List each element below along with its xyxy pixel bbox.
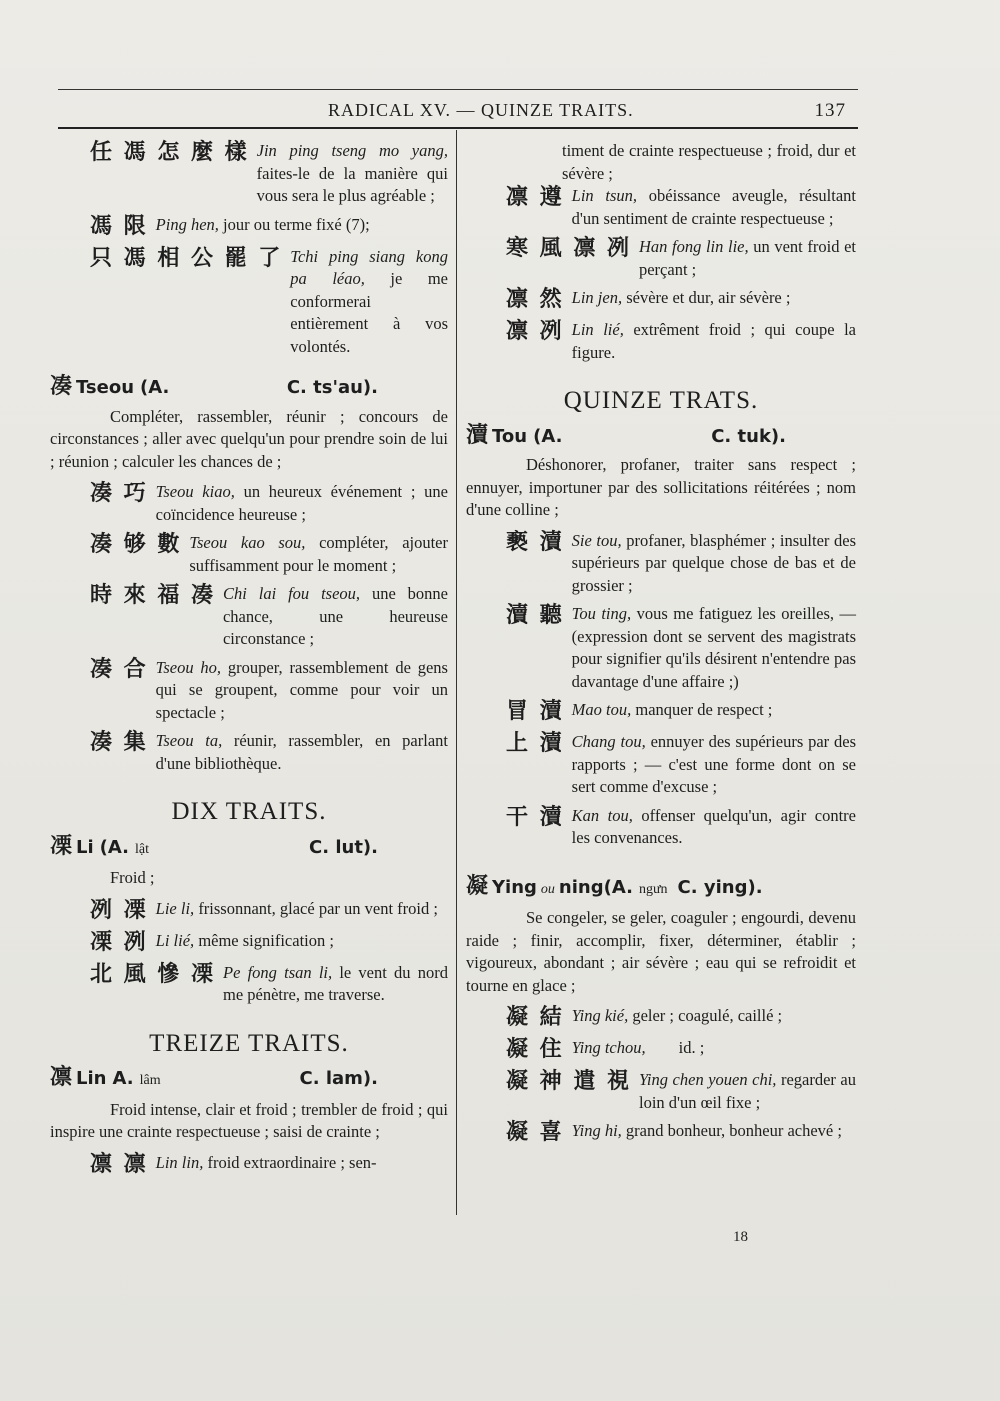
- romanization: Tseou ho,: [155, 657, 222, 677]
- headword-hanzi: 凓: [50, 833, 73, 859]
- hanzi: 寒 風 凛 冽: [506, 236, 631, 261]
- romanization: Ying chen youen chi,: [638, 1070, 777, 1089]
- phrase-entry: [466, 185, 856, 230]
- gloss: une bonne chance, une heureuse circonstance ;: [222, 584, 449, 648]
- hanzi: 只 馮 相 公 罷 了: [90, 245, 283, 271]
- conjunction: ou: [540, 881, 555, 897]
- gloss: le vent du nord me pénètre, me traverse.: [222, 962, 448, 1004]
- gloss: compléter, ajouter suffisamment pour le moment ;: [189, 533, 448, 575]
- romanization: Kan tou,: [571, 805, 633, 825]
- cantonese-reading: C. lam).: [299, 1068, 378, 1089]
- annamite-form: lật: [135, 841, 149, 857]
- romanization: Lin tsun,: [571, 186, 638, 205]
- phrase-entry: [466, 1069, 856, 1114]
- phrase-entry: [466, 603, 856, 693]
- annamite-reading: (A.: [99, 836, 129, 858]
- headword-hanzi: 凛: [50, 1065, 73, 1090]
- phrase-entry: [466, 699, 856, 725]
- hanzi: 凑 集: [90, 730, 148, 755]
- romanization: Lin jen,: [571, 288, 623, 307]
- romanization: Tou ting,: [571, 604, 632, 623]
- hanzi: 凛 然: [506, 287, 564, 312]
- definition: Froid intense, clair et froid ; trembler de froid ; qui inspire une crainte respectueuse ; saisi de crainte ;: [50, 1099, 448, 1141]
- phrase-entry: [50, 930, 448, 956]
- romanization: Lin lin,: [155, 1152, 204, 1172]
- gloss: vous me fatiguez les oreilles, — (expression dont se servent des magistrats pour signifier qu'ils désirent n'entendre pas davantage d'une affaire ;): [571, 604, 856, 691]
- annamite-reading: (A.: [533, 425, 563, 447]
- phrase-entry: [466, 530, 856, 598]
- phrase-entry: [466, 1120, 856, 1146]
- gloss: un vent froid et perçant ;: [638, 237, 856, 279]
- headword-hanzi: 凝: [466, 873, 489, 899]
- hanzi: 凑 合: [90, 656, 148, 682]
- romanization: Chang tou,: [571, 732, 646, 751]
- romanization: Ying tchou,: [571, 1038, 646, 1057]
- gloss: regarder au loin d'un œil fixe ;: [638, 1070, 856, 1112]
- gloss: ennuyer des supérieurs par des rapports ; — c'est une forme dont on se sert comme d'excuse ;: [571, 732, 857, 796]
- definition: Déshonorer, profaner, traiter sans respect ; ennuyer, importuner par des sollicitations réitérées ; nom d'une colline ;: [466, 455, 856, 519]
- phrase-entry: [466, 236, 856, 281]
- annamite-reading: (A.: [140, 377, 170, 398]
- hanzi: 冽 凓: [90, 897, 148, 923]
- section-title: DIX TRAITS.: [171, 798, 327, 825]
- phrase-entry: [50, 532, 448, 577]
- gloss: froid extraordinaire ; sen-: [203, 1152, 377, 1172]
- headword-name: Li: [76, 836, 94, 858]
- section-title: QUINZE TRATS.: [563, 387, 759, 414]
- phrase-entry: [466, 1037, 856, 1063]
- hanzi: 冒 瀆: [506, 699, 564, 724]
- romanization: Tseou kiao,: [155, 482, 235, 501]
- phrase-entry: [466, 1005, 856, 1031]
- definition: Froid ;: [110, 868, 155, 887]
- gloss: manquer de respect ;: [631, 700, 773, 719]
- romanization: Chi lai fou tseou,: [222, 584, 361, 603]
- headword-hanzi: 凑: [50, 374, 73, 399]
- gloss: extrêment froid ; qui coupe la figure.: [571, 320, 856, 362]
- phrase-entry: [50, 140, 448, 208]
- phrase-entry: [50, 962, 448, 1007]
- annamite-form: lâm: [139, 1073, 161, 1088]
- headword-name: Tou: [492, 425, 528, 447]
- gloss: faites-le de la manière qui vous sera le plus agréable ;: [256, 163, 448, 205]
- gloss: grouper, rassemblement de gens qui se groupent, comme pour voir un spectacle ;: [155, 657, 448, 722]
- gloss: sévère et dur, air sévère ;: [622, 288, 791, 307]
- headword-tou: [466, 422, 856, 449]
- running-title: RADICAL XV. — QUINZE TRAITS.: [328, 100, 634, 120]
- hanzi: 干 瀆: [506, 804, 564, 830]
- headword-li: [50, 833, 448, 862]
- hanzi: 凓 冽: [90, 929, 148, 955]
- right-column: [466, 140, 856, 1152]
- romanization: Han fong lin lie,: [638, 237, 749, 256]
- gloss: frissonnant, glacé par un vent froid ;: [194, 898, 438, 918]
- annamite-reading: A.: [112, 1068, 134, 1089]
- phrase-entry: [466, 319, 856, 364]
- gloss: geler ; coagulé, caillé ;: [628, 1006, 783, 1025]
- phrase-entry: [466, 805, 856, 850]
- phrase-entry: [50, 730, 448, 775]
- cantonese-reading: C. tuk).: [711, 425, 786, 447]
- phrase-entry: [50, 214, 448, 240]
- romanization: Tseou ta,: [155, 731, 223, 750]
- romanization: Pe fong tsan li,: [222, 962, 333, 982]
- definition: Se congeler, se geler, coaguler ; engourdi, devenu raide ; finir, accomplir, fixer, déterminer, établir ; vigoureux, abondant ; air sévère ; eau qui se refroidit et tourne en glace ;: [466, 908, 856, 995]
- hanzi: 瀆 聽: [506, 603, 564, 628]
- headword-variant: ning: [558, 876, 604, 898]
- gloss: offenser quelqu'un, agir contre les convenances.: [571, 805, 857, 847]
- gloss: je me conformerai entièrement à vos volontés.: [290, 269, 448, 356]
- gloss: jour ou terme fixé (7);: [218, 214, 370, 234]
- hanzi: 凝 神 遣 視: [506, 1069, 631, 1094]
- gloss: id. ;: [645, 1038, 705, 1057]
- phrase-entry: [50, 898, 448, 924]
- phrase-entry: [50, 583, 448, 651]
- romanization: Tchi ping siang kong pa léao,: [290, 246, 448, 288]
- hanzi: 凛 凛: [90, 1151, 148, 1177]
- romanization: Lie li,: [155, 898, 195, 918]
- headword-hanzi: 瀆: [466, 422, 489, 448]
- definition: Compléter, rassembler, réunir ; concours de circonstances ; aller avec quelqu'un pour prendre soin de lui ; réunion ; calculer les chances de ;: [50, 406, 448, 471]
- phrase-entry: [466, 731, 856, 799]
- romanization: Li lié,: [155, 930, 195, 950]
- gloss: grand bonheur, bonheur achevé ;: [621, 1121, 842, 1140]
- annamite-reading: (A.: [603, 876, 633, 898]
- hanzi: 凑 够 數: [90, 532, 182, 557]
- section-title: TREIZE TRAITS.: [149, 1029, 349, 1057]
- phrase-entry: [50, 246, 448, 359]
- header-rule-bottom: [58, 127, 858, 129]
- hanzi: 時 來 福 凑: [90, 583, 215, 608]
- cantonese-reading: C. ts'au).: [286, 377, 378, 398]
- hanzi: 北 風 慘 凓: [90, 961, 215, 987]
- headword-tseou: [50, 376, 448, 400]
- hanzi: 褻 瀆: [506, 529, 564, 555]
- column-divider: [456, 130, 457, 1215]
- cantonese-reading: C. lut).: [309, 836, 378, 858]
- headword-ying: [466, 873, 856, 902]
- phrase-entry: [50, 657, 448, 725]
- romanization: Sie tou,: [571, 530, 622, 550]
- page-number: 137: [814, 100, 846, 121]
- romanization: Ping hen,: [155, 214, 219, 234]
- hanzi: 凝 喜: [506, 1120, 564, 1145]
- phrase-entry: [50, 481, 448, 526]
- romanization: Mao tou,: [571, 700, 632, 719]
- gloss: même signification ;: [194, 930, 334, 950]
- hanzi: 任 馮 怎 麼 樣: [90, 140, 249, 165]
- gloss: profaner, blasphémer ; insulter des supérieurs par quelque chose de bas et de grossier ;: [571, 530, 856, 595]
- running-header: [58, 100, 858, 124]
- hanzi: 馮 限: [90, 213, 148, 239]
- hanzi: 凑 巧: [90, 481, 148, 506]
- headword-name: Ying: [492, 876, 537, 898]
- continued-text: timent de crainte respectueuse ; froid, dur et sévère ;: [562, 141, 856, 183]
- hanzi: 凝 結: [506, 1005, 564, 1030]
- headword-name: Tseou: [76, 377, 135, 398]
- romanization: Ying hi,: [571, 1121, 622, 1140]
- gloss: un heureux événement ; une coïncidence heureuse ;: [155, 482, 448, 524]
- signature-mark: 18: [733, 1229, 748, 1245]
- annamite-form: ngưn: [638, 881, 668, 897]
- romanization: Tseou kao sou,: [189, 533, 306, 552]
- headword-name: Lin: [76, 1068, 107, 1089]
- gloss: obéissance aveugle, résultant d'un sentiment de crainte respectueuse ;: [571, 186, 856, 228]
- headword-lin: [50, 1067, 448, 1093]
- romanization: Lin lié,: [571, 320, 624, 339]
- phrase-entry: [50, 1152, 448, 1178]
- romanization: Jin ping tseng mo yang,: [256, 141, 448, 160]
- hanzi: 凛 冽: [506, 319, 564, 344]
- hanzi: 凝 住: [506, 1037, 564, 1062]
- phrase-entry: [466, 287, 856, 313]
- cantonese-reading: C. ying).: [677, 876, 763, 898]
- romanization: Ying kié,: [571, 1006, 629, 1025]
- hanzi: 上 瀆: [506, 731, 564, 756]
- header-rule: [58, 89, 858, 90]
- hanzi: 凛 遵: [506, 185, 564, 210]
- left-column: [50, 140, 448, 1184]
- gloss: réunir, rassembler, en parlant d'une bibliothèque.: [155, 731, 448, 773]
